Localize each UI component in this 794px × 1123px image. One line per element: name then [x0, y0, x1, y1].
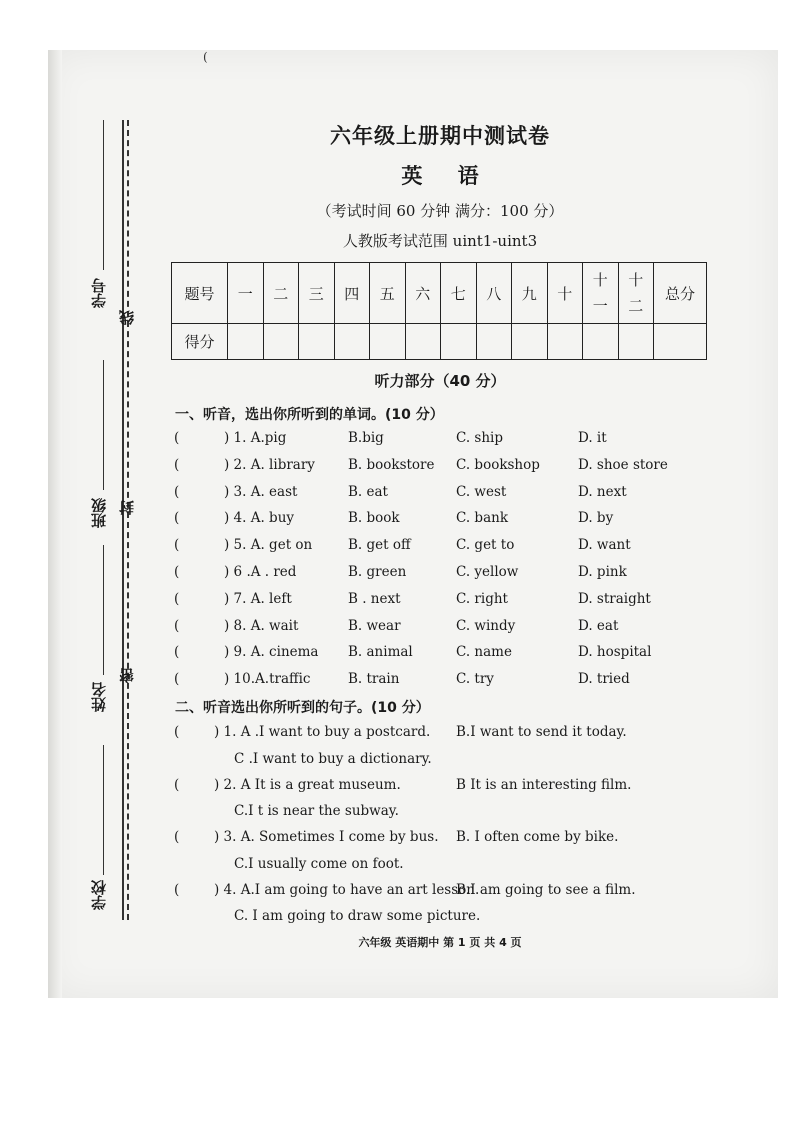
section1-question: [174, 564, 694, 590]
score-col: 八: [476, 263, 512, 324]
option-b: B. book: [348, 510, 400, 527]
section1-title: 一、听音，选出你所听到的单词。(10 分）: [175, 407, 444, 423]
exam-meta: （考试时间 60 分钟 满分：100 分）: [316, 202, 564, 220]
section2-question-line2: [174, 856, 694, 882]
section1-question: [174, 644, 694, 670]
section2-question: [174, 882, 694, 908]
option-c: C. yellow: [456, 564, 519, 580]
option-a: ) 3. A. east: [224, 483, 298, 500]
paper-mark: (: [203, 50, 208, 64]
option-a: ) 6 .A . red: [224, 564, 297, 580]
score-cell[interactable]: [263, 324, 299, 360]
option-b: B.I want to send it today.: [456, 724, 627, 740]
score-col: 二: [263, 263, 299, 324]
option-c: C. right: [456, 590, 508, 607]
option-a: ) 8. A. wait: [224, 617, 299, 634]
answer-paren[interactable]: (: [174, 430, 180, 446]
section1-question: [174, 591, 694, 617]
answer-paren[interactable]: (: [174, 537, 180, 554]
answer-paren[interactable]: (: [174, 564, 180, 580]
section1-question: [174, 510, 694, 536]
option-b: B. train: [348, 671, 400, 688]
binding-solid-line: [122, 120, 124, 920]
option-d: D. straight: [578, 590, 651, 607]
school-blank: [103, 745, 104, 875]
score-col: 五: [370, 263, 406, 324]
score-cell[interactable]: [299, 324, 335, 360]
answer-paren[interactable]: (: [174, 456, 180, 473]
score-cell[interactable]: [654, 324, 707, 360]
option-c: C .I want to buy a dictionary.: [234, 750, 432, 767]
option-d: D. it: [578, 430, 607, 446]
score-col: 六: [405, 263, 441, 324]
exam-subject: 英 语: [401, 164, 479, 188]
option-b: B. eat: [348, 483, 388, 500]
answer-paren[interactable]: (: [174, 671, 180, 688]
option-c: C. name: [456, 644, 512, 661]
section1-question: [174, 484, 694, 510]
section2-question-line2: [174, 751, 694, 777]
class-blank: [103, 360, 104, 490]
score-table-label: 题号: [172, 263, 228, 324]
option-b: B.big: [348, 430, 384, 446]
option-c: C.I usually come on foot.: [234, 855, 404, 872]
section1-question: [174, 671, 694, 697]
score-col: 十 二: [618, 263, 654, 324]
option-c: C.I t is near the subway.: [234, 803, 399, 819]
option-c: C. windy: [456, 617, 516, 634]
answer-paren[interactable]: (: [174, 776, 180, 793]
option-d: D. want: [578, 537, 631, 554]
section2-question: [174, 829, 694, 855]
score-cell[interactable]: [334, 324, 370, 360]
page-footer: 六年级 英语期中 第 1 页 共 4 页: [358, 936, 522, 949]
answer-paren[interactable]: (: [174, 617, 180, 634]
section1-question: [174, 457, 694, 483]
option-b: B. get off: [348, 537, 411, 554]
student-no-blank: [103, 120, 104, 270]
score-cell[interactable]: [547, 324, 583, 360]
score-col: 七: [441, 263, 477, 324]
answer-paren[interactable]: (: [174, 510, 180, 527]
option-c: C. try: [456, 671, 494, 688]
margin-student-no: 学号: [90, 278, 108, 308]
score-cell[interactable]: [405, 324, 441, 360]
option-c: C. bank: [456, 510, 508, 527]
answer-paren[interactable]: (: [174, 483, 180, 500]
option-a: ) 10.A.traffic: [224, 671, 311, 688]
section2-question: [174, 777, 694, 803]
option-d: D. next: [578, 483, 627, 500]
score-cell[interactable]: [512, 324, 548, 360]
score-cell[interactable]: [618, 324, 654, 360]
option-c: C. west: [456, 483, 507, 500]
option-a: ) 2. A. library: [224, 456, 315, 473]
score-cell[interactable]: [228, 324, 264, 360]
section2-question: [174, 724, 694, 750]
option-a: ) 4. A.I am going to have an art lesson.: [214, 881, 480, 898]
option-a: ) 9. A. cinema: [224, 644, 319, 661]
section1-question: [174, 430, 694, 456]
option-b: B It is an interesting film.: [456, 776, 632, 793]
option-a: ) 5. A. get on: [224, 537, 313, 554]
score-row-label: 得分: [172, 324, 228, 360]
option-a: ) 7. A. left: [224, 590, 292, 607]
score-table: [171, 262, 707, 360]
section1-question: [174, 618, 694, 644]
option-a: ) 3. A. Sometimes I come by bus.: [214, 829, 439, 845]
margin-seal: 封: [118, 500, 136, 515]
margin-school: 学校: [90, 880, 108, 910]
section2-title: 二、听音选出你所听到的句子。(10 分）: [175, 700, 430, 716]
answer-paren[interactable]: (: [174, 724, 180, 740]
margin-line: 线: [118, 310, 136, 325]
score-col: 十 一: [583, 263, 619, 324]
binding-dashed-line: [127, 120, 129, 920]
score-cell[interactable]: [583, 324, 619, 360]
margin-class: 班级: [90, 498, 108, 528]
option-b: B. animal: [348, 644, 413, 661]
score-cell[interactable]: [370, 324, 406, 360]
section2-question-line2: [174, 803, 694, 829]
score-col: 一: [228, 263, 264, 324]
answer-paren[interactable]: (: [174, 881, 180, 898]
option-d: D. shoe store: [578, 456, 668, 473]
answer-paren[interactable]: (: [174, 590, 180, 607]
score-col: 九: [512, 263, 548, 324]
exam-title: 六年级上册期中测试卷: [330, 124, 550, 148]
paper-edge: [48, 50, 62, 998]
option-a: ) 2. A It is a great museum.: [214, 776, 401, 793]
option-b: B. I often come by bike.: [456, 829, 619, 845]
option-c: C. get to: [456, 537, 515, 554]
option-b: B.I am going to see a film.: [456, 881, 636, 898]
option-b: B. wear: [348, 617, 401, 634]
option-c: C. I am going to draw some picture.: [234, 908, 481, 924]
answer-paren[interactable]: (: [174, 644, 180, 661]
option-d: D. hospital: [578, 644, 652, 661]
score-cell[interactable]: [476, 324, 512, 360]
listening-title: 听力部分（40 分）: [374, 372, 506, 390]
option-d: D. pink: [578, 564, 627, 580]
score-col: 十: [547, 263, 583, 324]
option-c: C. ship: [456, 430, 504, 446]
option-b: B . next: [348, 590, 401, 607]
margin-secret: 密: [118, 668, 136, 683]
option-d: D. tried: [578, 671, 630, 688]
score-table-score-row: [172, 324, 707, 360]
option-d: D. by: [578, 510, 614, 527]
answer-paren[interactable]: (: [174, 829, 180, 845]
option-d: D. eat: [578, 617, 619, 634]
option-a: ) 1. A .I want to buy a postcard.: [214, 724, 431, 740]
score-col-total: 总分: [654, 263, 707, 324]
section1-question: [174, 537, 694, 563]
option-c: C. bookshop: [456, 456, 540, 473]
section2-question-line2: [174, 908, 694, 934]
score-col: 三: [299, 263, 335, 324]
exam-scope: 人教版考试范围 uint1-uint3: [342, 232, 538, 250]
score-col: 四: [334, 263, 370, 324]
score-cell[interactable]: [441, 324, 477, 360]
option-a: ) 4. A. buy: [224, 510, 295, 527]
name-blank: [103, 545, 104, 675]
option-b: B. bookstore: [348, 456, 435, 473]
option-a: ) 1. A.pig: [224, 430, 287, 446]
margin-name: 姓名: [90, 682, 108, 712]
score-table-header-row: [172, 263, 707, 324]
option-b: B. green: [348, 564, 407, 580]
